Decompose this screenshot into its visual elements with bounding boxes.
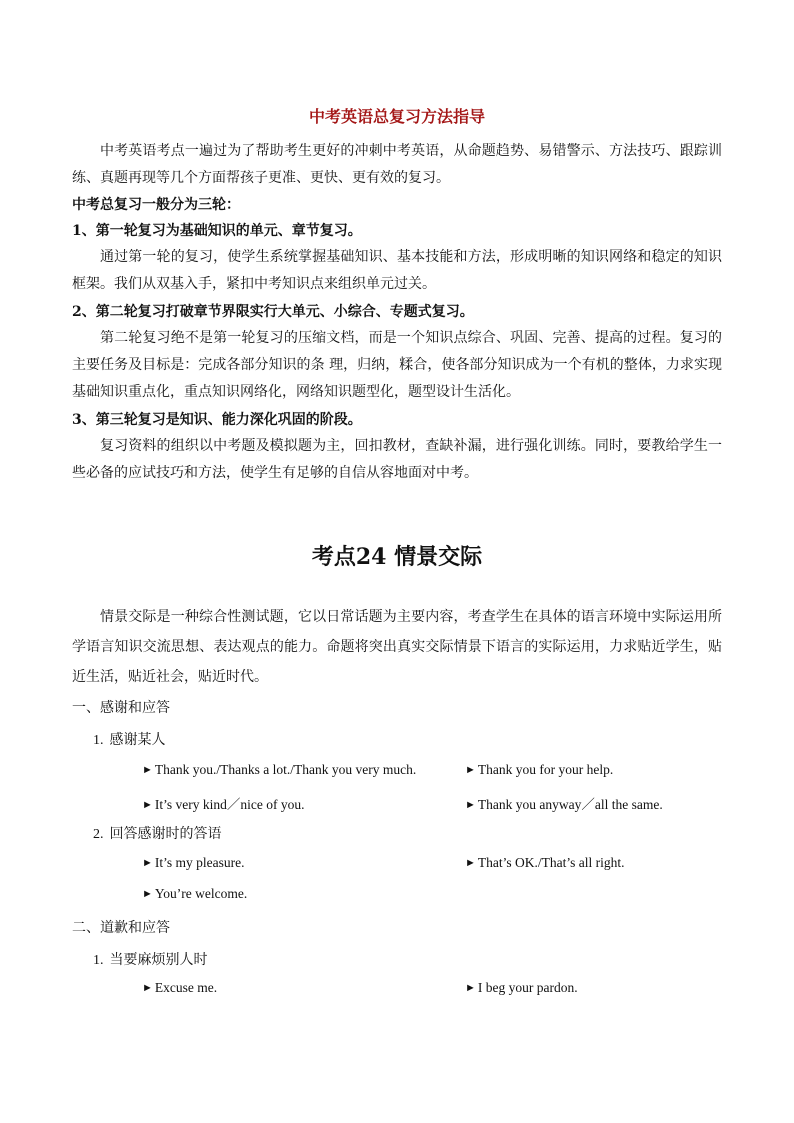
intro-paragraph: 中考英语考点一遍过为了帮助考生更好的冲刺中考英语，从命题趋势、易错警示、方法技巧、跟踪训练、真题再现等几个方面帮孩子更准、更快、更有效的复习。: [72, 143, 722, 186]
part2-sub1-number: 1.: [93, 953, 104, 968]
expression-text: Thank you./Thanks a lot./Thank you very much.: [154, 762, 417, 777]
part1-sub1: [93, 729, 166, 749]
bullet-icon: ►: [465, 764, 476, 776]
expression-item: [465, 980, 578, 996]
part1-sub2-label: 回答感谢时的答语: [109, 826, 222, 842]
part2-heading: 二、道歉和应答: [72, 920, 170, 936]
expression-text: It’s very kind／nice of you.: [154, 797, 305, 812]
round3-paragraph: 复习资料的组织以中考题及模拟题为主，回扣教材，查缺补漏，进行强化训练。同时，要教给学生一些必备的应试技巧和方法，使学生有足够的自信从容地面对中考。: [72, 438, 722, 481]
round2-paragraph: 第二轮复习绝不是第一轮复习的压缩文档，而是一个知识点综合、巩固、完善、提高的过程。复习的主要任务及目标是：完成各部分知识的条 理，归纳，糅合，使各部分知识成为一个有机的整体，力求实现基础知识重点化，重点知识网络化，网络知识题型化，题型设计生活化。: [72, 330, 722, 400]
section-intro: 情景交际是一种综合性测试题，它以日常话题为主要内容，考查学生在具体的语言环境中实际运用所学语言知识交流思想、表达观点的能力。命题将突出真实交际情景下语言的实际运用，力求贴近学生，贴近生活，贴近社会，贴近时代。: [72, 609, 722, 685]
expression-text: That’s OK./That’s all right.: [477, 855, 625, 870]
bullet-icon: ►: [142, 982, 153, 994]
round2-heading: 2、第二轮复习打破章节界限实行大单元、小综合、专题式复习。: [72, 304, 474, 320]
expression-item: [142, 980, 217, 996]
expression-item: [142, 762, 416, 778]
bullet-icon: ►: [465, 799, 476, 811]
bullet-icon: ►: [142, 764, 153, 776]
expression-text: I beg your pardon.: [477, 980, 578, 995]
bullet-icon: ►: [142, 888, 153, 900]
bullet-icon: ►: [142, 857, 153, 869]
bullet-icon: ►: [465, 857, 476, 869]
bullet-icon: ►: [465, 982, 476, 994]
part2-sub1-label: 当要麻烦别人时: [109, 952, 208, 968]
expression-item: [142, 855, 245, 871]
expression-item: [465, 855, 625, 871]
expression-item: [142, 886, 247, 902]
round3-heading: 3、第三轮复习是知识、能力深化巩固的阶段。: [72, 412, 362, 428]
expression-text: You’re welcome.: [154, 886, 248, 901]
bullet-icon: ►: [142, 799, 153, 811]
expression-item: [142, 793, 305, 813]
part1-sub1-label: 感谢某人: [109, 732, 166, 748]
section-title: 考点24 情景交际: [311, 544, 483, 570]
expression-text: Thank you for your help.: [477, 762, 614, 777]
expression-text: It’s my pleasure.: [154, 855, 245, 870]
rounds-heading: 中考总复习一般分为三轮：: [72, 197, 240, 213]
part1-sub2-number: 2.: [93, 827, 104, 842]
expression-item: [465, 762, 613, 778]
doc-title: 中考英语总复习方法指导: [308, 107, 485, 126]
part1-sub2: [93, 823, 222, 843]
part2-sub1: [93, 949, 208, 969]
part1-heading: 一、感谢和应答: [72, 700, 170, 716]
expression-text: Excuse me.: [154, 980, 218, 995]
round1-heading: 1、第一轮复习为基础知识的单元、章节复习。: [72, 223, 362, 239]
expression-text: Thank you anyway／all the same.: [477, 797, 663, 812]
expression-item: [465, 793, 663, 813]
part1-sub1-number: 1.: [93, 733, 104, 748]
round1-paragraph: 通过第一轮的复习，使学生系统掌握基础知识、基本技能和方法，形成明晰的知识网络和稳定的知识框架。我们从双基入手，紧扣中考知识点来组织单元过关。: [72, 249, 722, 292]
